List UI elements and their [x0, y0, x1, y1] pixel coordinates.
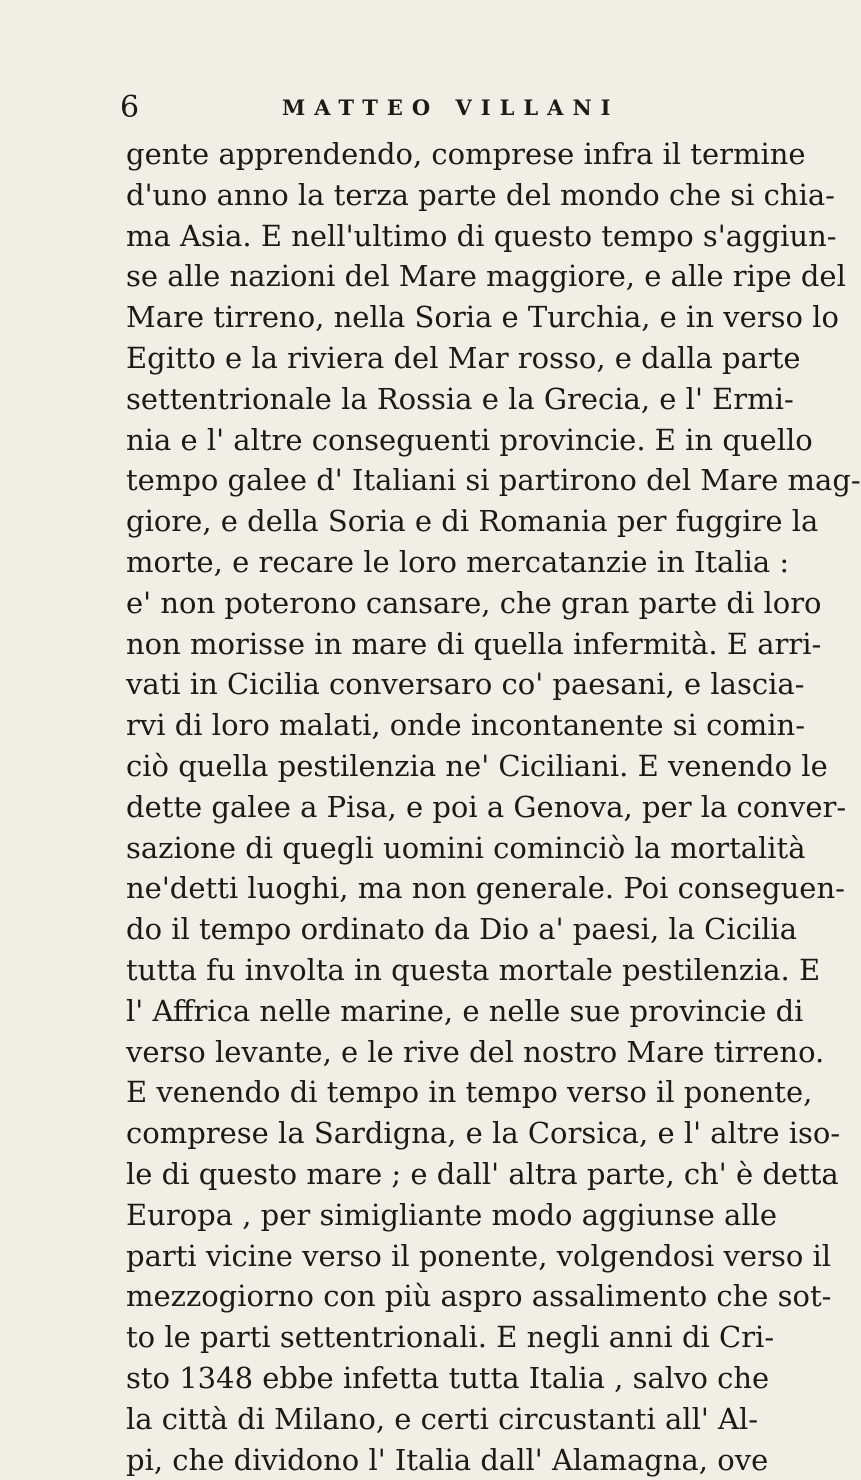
text-line: sto 1348 ebbe infetta tutta Italia , salvo che — [126, 1358, 668, 1399]
text-line: e' non poterono cansare, che gran parte di loro — [126, 583, 668, 624]
text-line: non morisse in mare di quella infermità. E arri- — [126, 624, 668, 665]
text-line: mezzogiorno con più aspro assalimento che sot- — [126, 1276, 668, 1317]
text-line: sazione di quegli uomini cominciò la mortalità — [126, 828, 668, 869]
page-number: 6 — [120, 88, 139, 128]
text-line: E venendo di tempo in tempo verso il ponente, — [126, 1072, 668, 1113]
text-line: parti vicine verso il ponente, volgendosi verso il — [126, 1236, 668, 1277]
text-line: dette galee a Pisa, e poi a Genova, per la conver- — [126, 787, 668, 828]
text-line: pi, che dividono l' Italia dall' Alamagna, ove — [126, 1440, 668, 1480]
text-line: ciò quella pestilenzia ne' Ciciliani. E venendo le — [126, 746, 668, 787]
text-line: comprese la Sardigna, e la Corsica, e l' altre iso- — [126, 1113, 668, 1154]
text-line: se alle nazioni del Mare maggiore, e alle ripe del — [126, 256, 668, 297]
text-line: l' Affrica nelle marine, e nelle sue provincie di — [126, 991, 668, 1032]
page-header — [120, 88, 640, 128]
running-head: MATTEO VILLANI — [282, 92, 619, 124]
text-line: settentrionale la Rossia e la Grecia, e l' Ermi- — [126, 379, 668, 420]
text-line: gente apprendendo, comprese infra il termine — [126, 134, 668, 175]
text-line: ne'detti luoghi, ma non generale. Poi conseguen- — [126, 868, 668, 909]
text-line: vati in Cicilia conversaro co' paesani, e lascia- — [126, 664, 668, 705]
text-line: la città di Milano, e certi circustanti all' Al- — [126, 1399, 668, 1440]
text-line: verso levante, e le rive del nostro Mare tirreno. — [126, 1032, 668, 1073]
text-line: giore, e della Soria e di Romania per fuggire la — [126, 501, 668, 542]
text-line: to le parti settentrionali. E negli anni di Cri- — [126, 1317, 668, 1358]
text-line: tutta fu involta in questa mortale pestilenzia. E — [126, 950, 668, 991]
text-line: Europa , per simigliante modo aggiunse alle — [126, 1195, 668, 1236]
text-line: tempo galee d' Italiani si partirono del Mare mag- — [126, 460, 668, 501]
text-line: d'uno anno la terza parte del mondo che si chia- — [126, 175, 668, 216]
text-line: do il tempo ordinato da Dio a' paesi, la Cicilia — [126, 909, 668, 950]
body-text — [126, 134, 668, 1480]
text-line: morte, e recare le loro mercatanzie in Italia : — [126, 542, 668, 583]
text-line: rvi di loro malati, onde incontanente si comin- — [126, 705, 668, 746]
text-line: ma Asia. E nell'ultimo di questo tempo s'aggiun- — [126, 216, 668, 257]
text-line: Mare tirreno, nella Soria e Turchia, e in verso lo — [126, 297, 668, 338]
text-line: nia e l' altre conseguenti provincie. E in quello — [126, 420, 668, 461]
text-line: le di questo mare ; e dall' altra parte, ch' è detta — [126, 1154, 668, 1195]
text-line: Egitto e la riviera del Mar rosso, e dalla parte — [126, 338, 668, 379]
